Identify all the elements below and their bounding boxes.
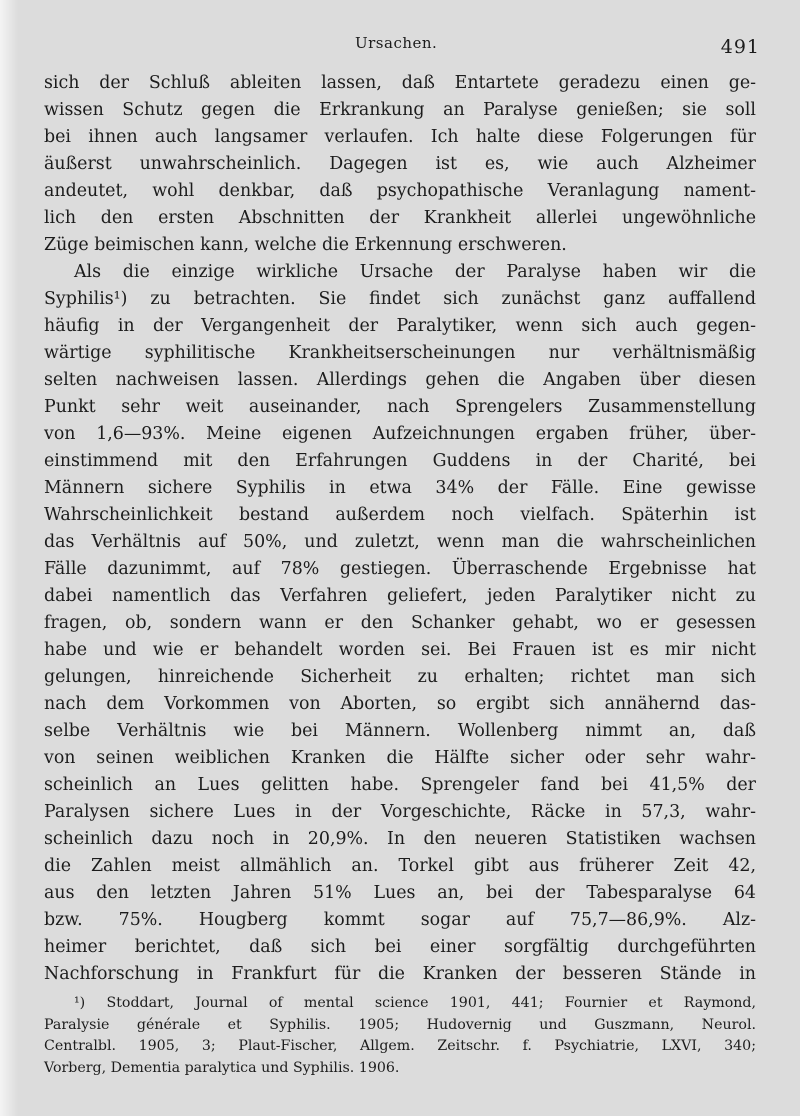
- page-number: 491: [720, 36, 760, 58]
- text-line: wissen Schutz gegen die Erkrankung an Paralyse genießen; sie soll: [44, 100, 756, 120]
- text-line: Paralysen sichere Lues in der Vorgeschichte, Räcke in 57,3, wahr-: [44, 802, 756, 822]
- text-line: scheinlich dazu noch in 20,9%. In den neueren Statistiken wachsen: [44, 829, 756, 849]
- text-line: Fälle dazunimmt, auf 78% gestiegen. Überraschende Ergebnisse hat: [44, 559, 756, 579]
- text-line: Syphilis¹) zu betrachten. Sie findet sich zunächst ganz auffallend: [44, 289, 756, 309]
- text-line: sich der Schluß ableiten lassen, daß Entartete geradezu einen ge-: [44, 73, 756, 93]
- page-edge-shadow: [0, 0, 18, 1116]
- text-line: Punkt sehr weit auseinander, nach Sprengelers Zusammenstellung: [44, 397, 756, 417]
- text-line: Züge beimischen kann, welche die Erkennung erschweren.: [44, 235, 567, 255]
- text-line: Wahrscheinlichkeit bestand außerdem noch vielfach. Späterhin ist: [44, 505, 756, 525]
- footnotes: [44, 993, 756, 1079]
- text-line: Nachforschung in Frankfurt für die Kranken der besseren Stände in: [44, 964, 756, 984]
- footnote-line: Centralbl. 1905, 3; Plaut-Fischer, Allgem. Zeitschr. f. Psychiatrie, LXVI, 340;: [44, 1038, 756, 1054]
- footnote-line: Paralysie générale et Syphilis. 1905; Hudovernig und Guszmann, Neurol.: [44, 1016, 756, 1033]
- text-line: aus den letzten Jahren 51% Lues an, bei der Tabesparalyse 64: [44, 883, 756, 903]
- footnote-line: Vorberg, Dementia paralytica und Syphilis. 1906.: [44, 1059, 400, 1076]
- text-line: Als die einzige wirkliche Ursache der Paralyse haben wir die: [74, 262, 756, 282]
- text-line: bzw. 75%. Hougberg kommt sogar auf 75,7—86,9%. Alz-: [44, 910, 756, 930]
- text-line: von seinen weiblichen Kranken die Hälfte sicher oder sehr wahr-: [44, 748, 756, 768]
- text-line: häufig in der Vergangenheit der Paralytiker, wenn sich auch gegen-: [44, 316, 756, 336]
- text-line: selbe Verhältnis wie bei Männern. Wollenberg nimmt an, daß: [44, 721, 756, 741]
- running-title: Ursachen.: [355, 34, 438, 52]
- main-text: [44, 70, 756, 988]
- text-line: andeutet, wohl denkbar, daß psychopathische Veranlagung nament-: [44, 181, 756, 201]
- text-line: habe und wie er behandelt worden sei. Bei Frauen ist es mir nicht: [44, 640, 756, 660]
- text-line: die Zahlen meist allmählich an. Torkel gibt aus früherer Zeit 42,: [44, 856, 756, 876]
- text-line: fragen, ob, sondern wann er den Schanker gehabt, wo er gesessen: [44, 613, 756, 633]
- text-line: gelungen, hinreichende Sicherheit zu erhalten; richtet man sich: [44, 667, 756, 687]
- page-header: [0, 30, 800, 60]
- text-line: selten nachweisen lassen. Allerdings gehen die Angaben über diesen: [44, 370, 756, 390]
- text-line: Männern sichere Syphilis in etwa 34% der Fälle. Eine gewisse: [44, 478, 756, 498]
- text-line: lich den ersten Abschnitten der Krankheit allerlei ungewöhnliche: [44, 208, 756, 228]
- text-line: scheinlich an Lues gelitten habe. Sprengeler fand bei 41,5% der: [44, 775, 756, 795]
- text-line: wärtige syphilitische Krankheitserscheinungen nur verhältnismäßig: [44, 343, 756, 363]
- text-line: nach dem Vorkommen von Aborten, so ergibt sich annähernd das-: [44, 694, 756, 714]
- text-line: äußerst unwahrscheinlich. Dagegen ist es, wie auch Alzheimer: [44, 154, 756, 174]
- text-line: einstimmend mit den Erfahrungen Guddens in der Charité, bei: [44, 451, 756, 471]
- text-line: heimer berichtet, daß sich bei einer sorgfältig durchgeführten: [44, 937, 756, 957]
- text-line: dabei namentlich das Verfahren geliefert, jeden Paralytiker nicht zu: [44, 586, 756, 606]
- text-line: von 1,6—93%. Meine eigenen Aufzeichnungen ergaben früher, über-: [44, 424, 756, 444]
- text-line: bei ihnen auch langsamer verlaufen. Ich halte diese Folgerungen für: [44, 127, 756, 147]
- text-line: das Verhältnis auf 50%, und zuletzt, wenn man die wahrscheinlichen: [44, 532, 756, 552]
- footnote-line: ¹) Stoddart, Journal of mental science 1901, 441; Fournier et Raymond,: [74, 995, 756, 1011]
